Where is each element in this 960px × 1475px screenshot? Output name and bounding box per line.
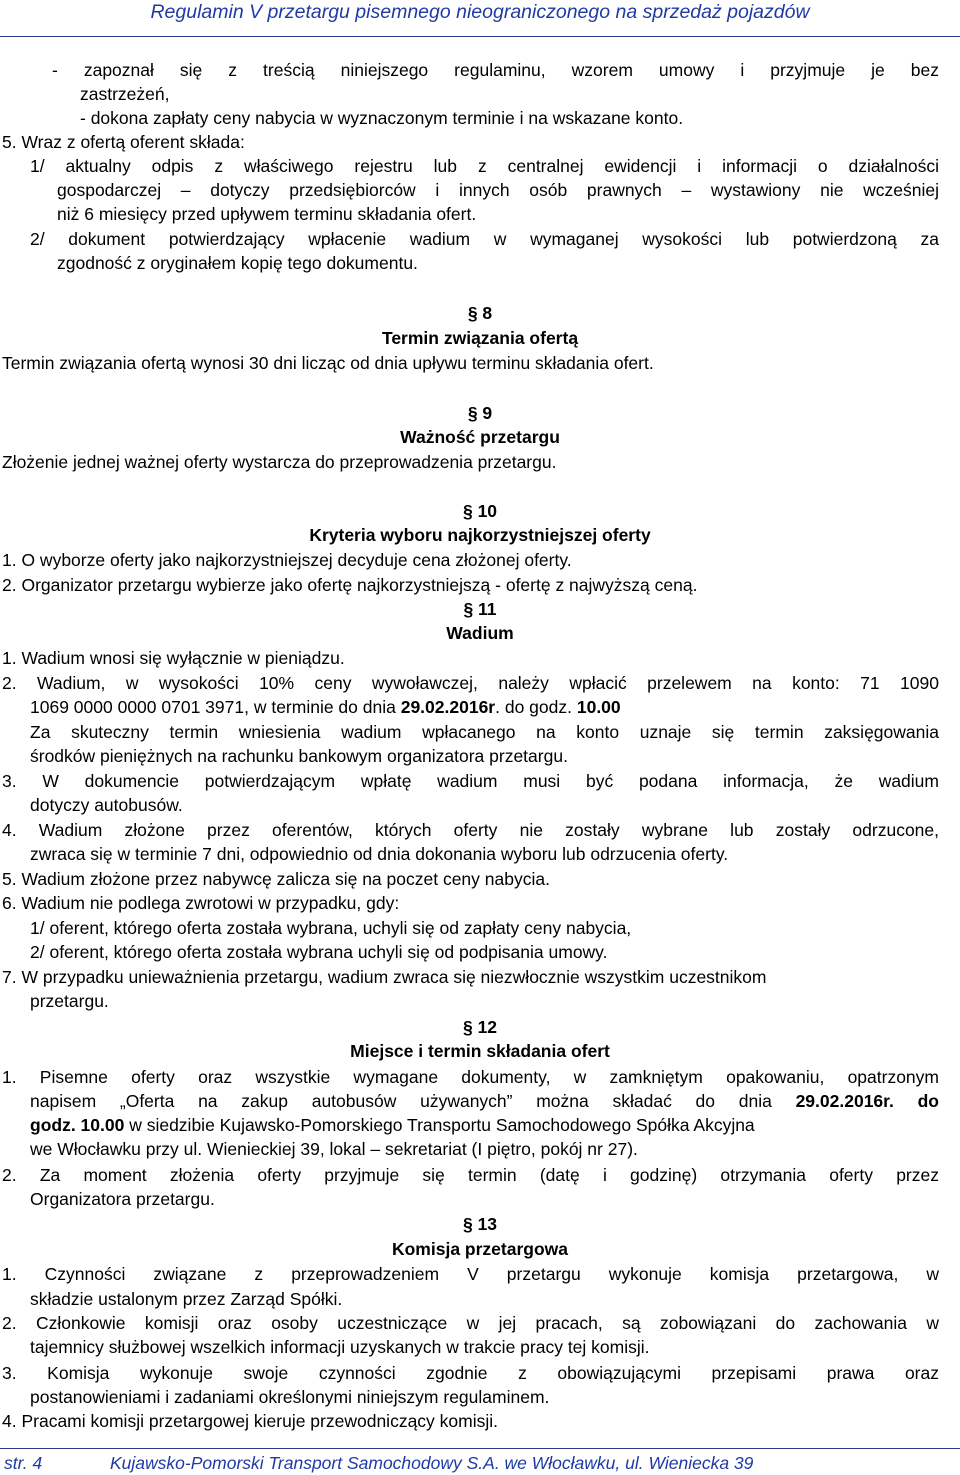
offer-deadline-date: 29.02.2016r. do: [795, 1091, 939, 1111]
section-13-item-1-cont: składzie ustalonym przez Zarząd Spółki.: [30, 1289, 343, 1309]
section-13-item-4: 4. Pracami komisji przetargowej kieruje przewodniczący komisji.: [2, 1411, 498, 1431]
section-13-item-3-cont: postanowieniami i zadaniami określonymi niniejszym regulaminem.: [30, 1387, 550, 1407]
deadline-connector: . do godz.: [495, 697, 577, 717]
intro-line-1: - zapoznał się z treścią niniejszego regulaminu, wzorem umowy i przyjmuje je bez: [52, 60, 939, 80]
section-11-item-7-cont: przetargu.: [30, 991, 109, 1011]
offer-label-text: napisem „Oferta na zakup autobusów używanych” można składać do dnia: [30, 1091, 796, 1111]
intro-line-3: - dokona zapłaty ceny nabycia w wyznaczonym terminie i na wskazane konto.: [80, 108, 684, 128]
section-11-item-1: 1. Wadium wnosi się wyłącznie w pieniądzu.: [2, 648, 345, 668]
section-12-title: Miejsce i termin składania ofert: [350, 1041, 610, 1061]
page-header: [0, 0, 960, 37]
section-9-text: Złożenie jednej ważnej oferty wystarcza do przeprowadzenia przetargu.: [2, 452, 557, 472]
section-12-item-1-line-3: [30, 1114, 755, 1136]
section-11-item-2: 2. Wadium, w wysokości 10% ceny wywoławczej, należy wpłacić przelewem na konto: 71 1090: [2, 673, 939, 693]
section-11-item-5: 5. Wadium złożone przez nabywcę zalicza się na poczet ceny nabycia.: [2, 869, 550, 889]
section-10-number: § 10: [462, 501, 498, 521]
section-12-number: § 12: [462, 1017, 498, 1037]
section-11-item-4: 4. Wadium złożone przez oferentów, których oferty nie zostały wybrane lub zostały odrzucone,: [2, 820, 939, 840]
section-12-item-2: 2. Za moment złożenia oferty przyjmuje się termin (datę i godzinę) otrzymania oferty przez: [2, 1165, 939, 1185]
section-12-item-2-cont: Organizatora przetargu.: [30, 1189, 215, 1209]
section-11-item-3: 3. W dokumencie potwierdzającym wpłatę wadium musi być podana informacja, że wadium: [2, 771, 939, 791]
offer-deadline-hour: godz. 10.00: [30, 1115, 125, 1135]
intro-line-5: 1/ aktualny odpis z właściwego rejestru lub z centralnej ewidencji i informacji o działalności: [30, 156, 939, 176]
intro-line-7: niż 6 miesięcy przed upływem terminu składania ofert.: [57, 204, 477, 224]
section-11-item-6-sub-2: 2/ oferent, którego oferta została wybrana uchyli się od podpisania umowy.: [30, 942, 608, 962]
section-8-number: § 8: [467, 303, 493, 323]
section-11-item-2-line-3: Za skuteczny termin wniesienia wadium wpłacanego na konto uznaje się termin zaksięgowania: [30, 722, 939, 742]
section-10-title: Kryteria wyboru najkorzystniejszej oferty: [309, 525, 651, 545]
section-13-item-2: 2. Członkowie komisji oraz osoby uczestniczące w jej pracach, są zobowiązani do zachowania w: [2, 1313, 939, 1333]
section-11-item-6-sub-1: 1/ oferent, którego oferta została wybrana, uchyli się od zapłaty ceny nabycia,: [30, 918, 632, 938]
intro-line-4: 5. Wraz z ofertą oferent składa:: [2, 132, 245, 152]
account-text: 1069 0000 0000 0701 3971, w terminie do dnia: [30, 697, 401, 717]
section-11-item-2-cont: [30, 696, 621, 718]
deadline-hour: 10.00: [576, 697, 621, 717]
intro-line-6: gospodarczej – dotyczy przedsiębiorców i innych osób prawnych – wystawiony nie wcześniej: [57, 180, 939, 200]
section-8-text: Termin związania ofertą wynosi 30 dni licząc od dnia upływu terminu składania ofert.: [2, 353, 654, 373]
section-11-item-3-cont: dotyczy autobusów.: [30, 795, 183, 815]
section-11-title: Wadium: [446, 623, 514, 643]
offer-place-text: w siedzibie Kujawsko-Pomorskiego Transportu Samochodowego Spółka Akcyjna: [124, 1115, 755, 1135]
section-11-number: § 11: [463, 599, 497, 619]
section-13-item-3: 3. Komisja wykonuje swoje czynności zgodnie z obowiązującymi przepisami prawa oraz: [2, 1363, 939, 1383]
document-title: Regulamin V przetargu pisemnego nieograniczonego na sprzedaż pojazdów: [150, 1, 810, 23]
section-12-item-1-line-2: [30, 1090, 939, 1112]
section-11-item-7: 7. W przypadku unieważnienia przetargu, wadium zwraca się niezwłocznie wszystkim uczestnikom: [2, 967, 767, 987]
section-10-item-2: 2. Organizator przetargu wybierze jako ofertę najkorzystniejszą - ofertę z najwyższą ceną.: [2, 575, 698, 595]
section-8-title: Termin związania ofertą: [381, 328, 579, 348]
section-13-item-2-cont: tajemnicy służbowej wszelkich informacji uzyskanych w trakcie pracy tej komisji.: [30, 1337, 650, 1357]
intro-line-8: 2/ dokument potwierdzający wpłacenie wadium w wymaganej wysokości lub potwierdzoną za: [30, 229, 939, 249]
company-address: Kujawsko-Pomorski Transport Samochodowy S.A. we Włocławku, ul. Wieniecka 39: [110, 1453, 754, 1473]
section-11-item-2-line-4: środków pieniężnych na rachunku bankowym organizatora przetargu.: [30, 746, 568, 766]
intro-line-9: zgodność z oryginałem kopię tego dokumentu.: [57, 253, 418, 273]
section-13-number: § 13: [462, 1214, 498, 1234]
section-11-item-6: 6. Wadium nie podlega zwrotowi w przypadku, gdy:: [2, 893, 400, 913]
section-10-item-1: 1. O wyborze oferty jako najkorzystniejszej decyduje cena złożonej oferty.: [2, 550, 572, 570]
section-11-item-4-cont: zwraca się w terminie 7 dni, odpowiednio od dnia dokonania wyboru lub odrzucenia oferty.: [30, 844, 729, 864]
section-13-item-1: 1. Czynności związane z przeprowadzeniem V przetargu wykonuje komisja przetargowa, w: [2, 1264, 939, 1284]
section-13-title: Komisja przetargowa: [391, 1239, 569, 1259]
section-9-number: § 9: [467, 403, 493, 423]
page-number: str. 4: [4, 1453, 43, 1473]
section-12-item-1-line-4: we Włocławku przy ul. Wienieckiej 39, lokal – sekretariat (I piętro, pokój nr 27).: [30, 1139, 638, 1159]
footer-divider: [0, 1448, 960, 1449]
intro-line-2: zastrzeżeń,: [80, 84, 170, 104]
section-9-title: Ważność przetargu: [400, 427, 560, 447]
section-12-item-1: 1. Pisemne oferty oraz wszystkie wymagane dokumenty, w zamkniętym opakowaniu, opatrzonym: [2, 1067, 939, 1087]
deadline-date: 29.02.2016r: [400, 697, 496, 717]
